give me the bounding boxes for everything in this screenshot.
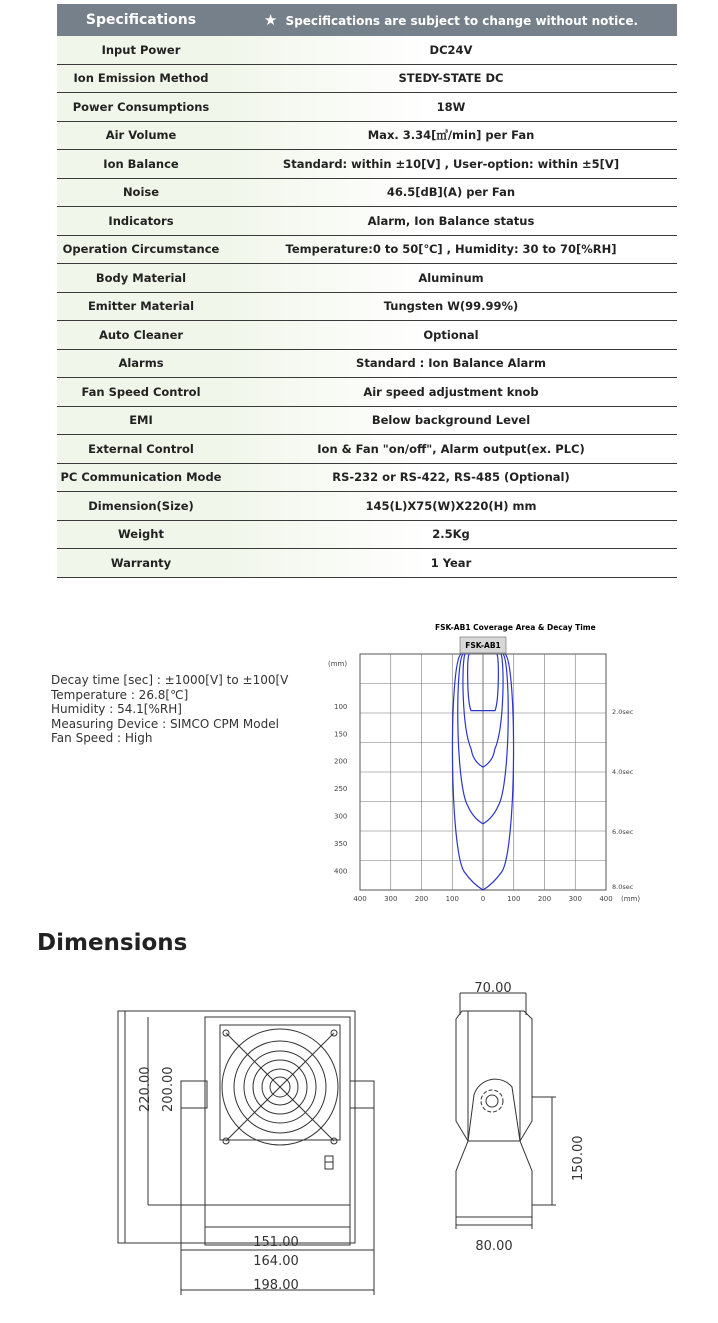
specifications-table <box>57 4 677 578</box>
spec-value: Air speed adjustment knob <box>225 378 677 406</box>
spec-row <box>57 407 677 436</box>
spec-label: Air Volume <box>57 122 225 150</box>
coverage-chart <box>320 618 650 908</box>
left-mount-bracket <box>181 1081 207 1108</box>
spec-row <box>57 207 677 236</box>
series-label: 6.0sec <box>612 828 634 836</box>
y-tick-label: 200 <box>334 757 348 766</box>
x-tick-label: 400 <box>599 895 613 903</box>
front-width-mid: 164.00 <box>253 1254 299 1269</box>
y-tick-label: 300 <box>334 812 348 821</box>
x-tick-label: 200 <box>537 895 552 903</box>
specifications-note-text: Specifications are subject to change without notice. <box>285 14 639 28</box>
chart-grid <box>360 654 606 890</box>
spec-value: Standard: within ±10[V] , User-option: within ±5[V] <box>225 150 677 178</box>
dimension-drawing <box>100 975 586 1305</box>
spec-value: DC24V <box>225 36 677 64</box>
spec-row <box>57 179 677 208</box>
spec-value: Tungsten W(99.99%) <box>225 293 677 321</box>
y-tick-label: 150 <box>334 730 348 739</box>
dimensions-title: Dimensions <box>37 930 188 956</box>
decay-info <box>51 673 288 746</box>
spec-label: Indicators <box>57 207 225 235</box>
spec-label: PC Communication Mode <box>57 464 225 492</box>
chart-ticks <box>334 703 613 903</box>
y-tick-label: 350 <box>334 840 348 849</box>
chart-title: FSK-AB1 Coverage Area & Decay Time <box>435 623 596 632</box>
spec-value: STEDY-STATE DC <box>225 65 677 93</box>
x-tick-label: 300 <box>384 895 398 903</box>
spec-value: 1 Year <box>225 549 677 577</box>
spec-label: Alarms <box>57 350 225 378</box>
front-height-inner: 200.00 <box>161 1066 176 1112</box>
chart-series-labels <box>612 708 634 891</box>
specifications-note <box>225 11 677 29</box>
side-width-top: 70.00 <box>474 981 512 996</box>
device-label: FSK-AB1 <box>465 641 501 650</box>
series-label: 2.0sec <box>612 708 634 716</box>
spec-row <box>57 321 677 350</box>
spec-row <box>57 65 677 94</box>
spec-row <box>57 264 677 293</box>
spec-row <box>57 492 677 521</box>
spec-label: Noise <box>57 179 225 207</box>
side-view <box>456 993 556 1229</box>
spec-label: Operation Circumstance <box>57 236 225 264</box>
x-tick-label: 0 <box>480 895 486 903</box>
spec-label: Weight <box>57 521 225 549</box>
humidity-text: Humidity : 54.1[%RH] <box>51 702 182 716</box>
x-tick-label: 100 <box>507 895 521 903</box>
side-width-bottom: 80.00 <box>475 1239 513 1254</box>
spec-value: Ion & Fan "on/off", Alarm output(ex. PLC) <box>225 435 677 463</box>
spec-value: 2.5Kg <box>225 521 677 549</box>
specifications-header <box>57 4 677 36</box>
x-tick-label: 400 <box>353 895 367 903</box>
spec-value: 145(L)X75(W)X220(H) mm <box>225 492 677 520</box>
spec-row <box>57 93 677 122</box>
spec-row <box>57 435 677 464</box>
y-tick-label: 250 <box>334 785 348 794</box>
spec-row <box>57 150 677 179</box>
front-height-outer: 220.00 <box>138 1066 153 1112</box>
spec-label: Emitter Material <box>57 293 225 321</box>
spec-value: Below background Level <box>225 407 677 435</box>
specifications-rows <box>57 36 677 578</box>
knob-icon <box>486 1095 498 1107</box>
series-label: 4.0sec <box>612 768 634 776</box>
y-unit: (mm) <box>328 660 348 668</box>
spec-row <box>57 293 677 322</box>
y-tick-label: 400 <box>334 867 348 876</box>
spec-label: Power Consumptions <box>57 93 225 121</box>
x-tick-label: 100 <box>445 895 459 903</box>
decay-time-text: Decay time [sec] : ±1000[V] to ±100[V <box>51 673 289 687</box>
spec-row <box>57 122 677 151</box>
spec-label: External Control <box>57 435 225 463</box>
right-mount-bracket <box>350 1081 374 1108</box>
spec-value: Aluminum <box>225 264 677 292</box>
front-width-inner: 151.00 <box>253 1235 299 1250</box>
spec-label: Auto Cleaner <box>57 321 225 349</box>
x-unit: (mm) <box>621 895 641 903</box>
spec-row <box>57 350 677 379</box>
spec-label: Fan Speed Control <box>57 378 225 406</box>
spec-label: Ion Emission Method <box>57 65 225 93</box>
front-view <box>118 1011 374 1295</box>
temperature-text: Temperature : 26.8[℃] <box>51 687 189 702</box>
spec-value: 18W <box>225 93 677 121</box>
spec-label: Input Power <box>57 36 225 64</box>
side-body-outline <box>456 1011 532 1217</box>
spec-row <box>57 521 677 550</box>
fan-speed-text: Fan Speed : High <box>51 731 153 745</box>
series-label: 8.0sec <box>612 883 634 891</box>
star-icon: ★ <box>263 11 278 29</box>
spec-value: Standard : Ion Balance Alarm <box>225 350 677 378</box>
spec-value: Temperature:0 to 50[℃] , Humidity: 30 to 70[%RH] <box>225 236 677 264</box>
y-tick-label: 100 <box>334 702 348 711</box>
spec-row <box>57 378 677 407</box>
spec-label: EMI <box>57 407 225 435</box>
spec-label: Dimension(Size) <box>57 492 225 520</box>
spec-value: Alarm, Ion Balance status <box>225 207 677 235</box>
spec-label: Body Material <box>57 264 225 292</box>
spec-row <box>57 464 677 493</box>
spec-value: Max. 3.34[㎥/min] per Fan <box>225 122 677 150</box>
spec-value: 46.5[dB](A) per Fan <box>225 179 677 207</box>
spec-row <box>57 236 677 265</box>
front-width-outer: 198.00 <box>253 1278 299 1293</box>
spec-value: RS-232 or RS-422, RS-485 (Optional) <box>225 464 677 492</box>
fan-grill-icon <box>222 1029 338 1145</box>
spec-row <box>57 36 677 65</box>
x-tick-label: 200 <box>414 895 429 903</box>
specifications-title: Specifications <box>85 12 197 28</box>
spec-row <box>57 549 677 578</box>
spec-value: Optional <box>225 321 677 349</box>
measuring-device-text: Measuring Device : SIMCO CPM Model <box>51 716 279 731</box>
spec-label: Ion Balance <box>57 150 225 178</box>
side-height: 150.00 <box>571 1135 586 1181</box>
spec-label: Warranty <box>57 549 225 577</box>
side-bracket <box>468 1079 520 1141</box>
x-tick-label: 300 <box>568 895 582 903</box>
